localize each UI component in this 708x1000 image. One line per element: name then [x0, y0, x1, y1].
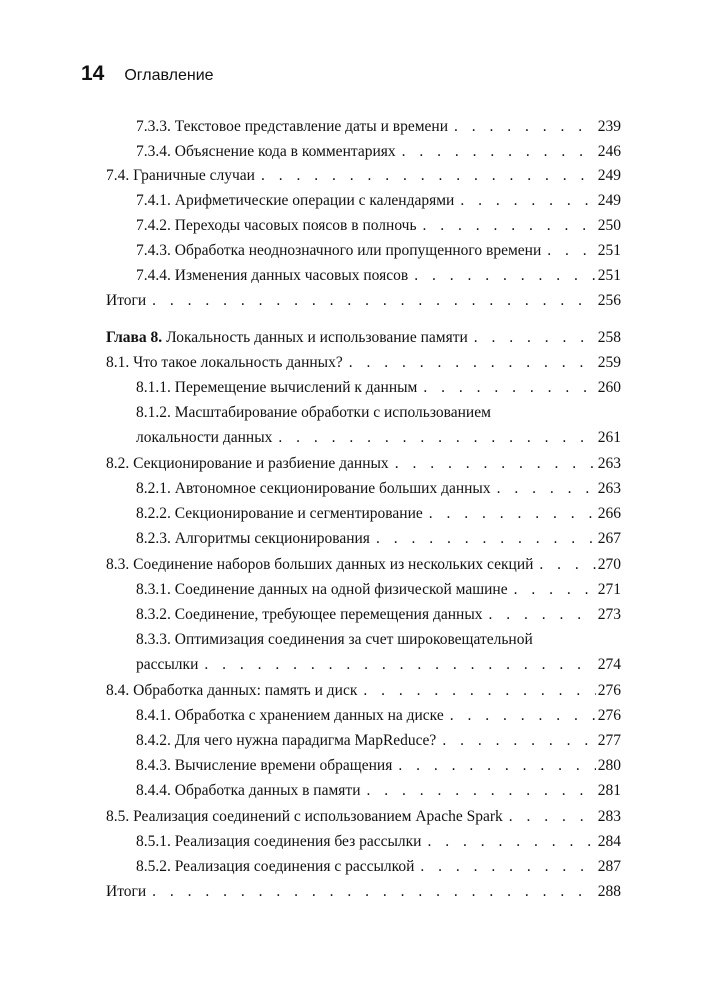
- toc-entry-7-4-1[interactable]: 7.4.1. Арифметические операции с календарями . . . 249: [136, 188, 621, 213]
- toc-entry-8-5[interactable]: 8.5. Реализация соединений с использованием Apache Spark . . . 283: [106, 804, 621, 829]
- toc-entry-7-3-4[interactable]: 7.3.4. Объяснение кода в комментариях . . . 246: [136, 139, 621, 164]
- toc-entry-7-4-4[interactable]: 7.4.4. Изменения данных часовых поясов . . . 251: [136, 263, 621, 288]
- toc-entry-8-4-3[interactable]: 8.4.3. Вычисление времени обращения . . . 280: [136, 753, 621, 778]
- toc-entry-8-4-1[interactable]: 8.4.1. Обработка с хранением данных на диске . . . 276: [136, 703, 621, 728]
- toc-entry-7-3-3[interactable]: 7.3.3. Текстовое представление даты и времени . . . 239: [136, 114, 621, 139]
- toc-entry-8-4[interactable]: 8.4. Обработка данных: память и диск . . . 276: [106, 678, 621, 703]
- toc-entry-8-4-2[interactable]: 8.4.2. Для чего нужна парадигма MapReduce? . . . 277: [136, 728, 621, 753]
- toc-entry-7-4-3[interactable]: 7.4.3. Обработка неоднозначного или пропущенного времени . . . 251: [136, 238, 621, 263]
- toc-entry-8-5-1[interactable]: 8.5.1. Реализация соединения без рассылки . . . 284: [136, 829, 621, 854]
- toc-entry-8-2-2[interactable]: 8.2.2. Секционирование и сегментирование . . . 266: [136, 501, 621, 526]
- page-number: 14: [81, 62, 105, 85]
- toc-entry-8-3[interactable]: 8.3. Соединение наборов больших данных из нескольких секций . . . 270: [106, 552, 621, 577]
- toc-entry-8-2[interactable]: 8.2. Секционирование и разбиение данных . . . 263: [106, 451, 621, 476]
- toc-entry-8-2-3[interactable]: 8.2.3. Алгоритмы секционирования . . . 267: [136, 526, 621, 551]
- toc-entry-summary-7[interactable]: Итоги . . . 256: [106, 288, 621, 313]
- toc-entry-chapter-8[interactable]: Глава 8. Локальность данных и использование памяти . . . 258: [106, 325, 621, 350]
- toc-entry-8-3-2[interactable]: 8.3.2. Соединение, требующее перемещения данных . . . 273: [136, 602, 621, 627]
- toc-entry-8-5-2[interactable]: 8.5.2. Реализация соединения с рассылкой . . . 287: [136, 854, 621, 879]
- toc-entry-8-1[interactable]: 8.1. Что такое локальность данных? . . . 259: [106, 350, 621, 375]
- toc-entry-8-4-4[interactable]: 8.4.4. Обработка данных в памяти . . . 281: [136, 778, 621, 803]
- toc-entry-8-3-3[interactable]: 8.3.3. Оптимизация соединения за счет широковещательной рассылки . . . 274: [136, 627, 621, 677]
- toc-entry-7-4[interactable]: 7.4. Граничные случаи . . . 249: [106, 163, 621, 188]
- toc-entry-8-1-1[interactable]: 8.1.1. Перемещение вычислений к данным . . . 260: [136, 375, 621, 400]
- toc-entry-7-4-2[interactable]: 7.4.2. Переходы часовых поясов в полночь . . . 250: [136, 213, 621, 238]
- running-title: Оглавление: [124, 67, 214, 84]
- toc-entry-8-1-2[interactable]: 8.1.2. Масштабирование обработки с использованием локальности данных . . . 261: [136, 400, 621, 450]
- page-header: [81, 62, 214, 86]
- toc-entry-summary-8[interactable]: Итоги . . . 288: [106, 879, 621, 904]
- toc-entry-8-2-1[interactable]: 8.2.1. Автономное секционирование больших данных . . . 263: [136, 476, 621, 501]
- toc-entry-8-3-1[interactable]: 8.3.1. Соединение данных на одной физической машине . . . 271: [136, 577, 621, 602]
